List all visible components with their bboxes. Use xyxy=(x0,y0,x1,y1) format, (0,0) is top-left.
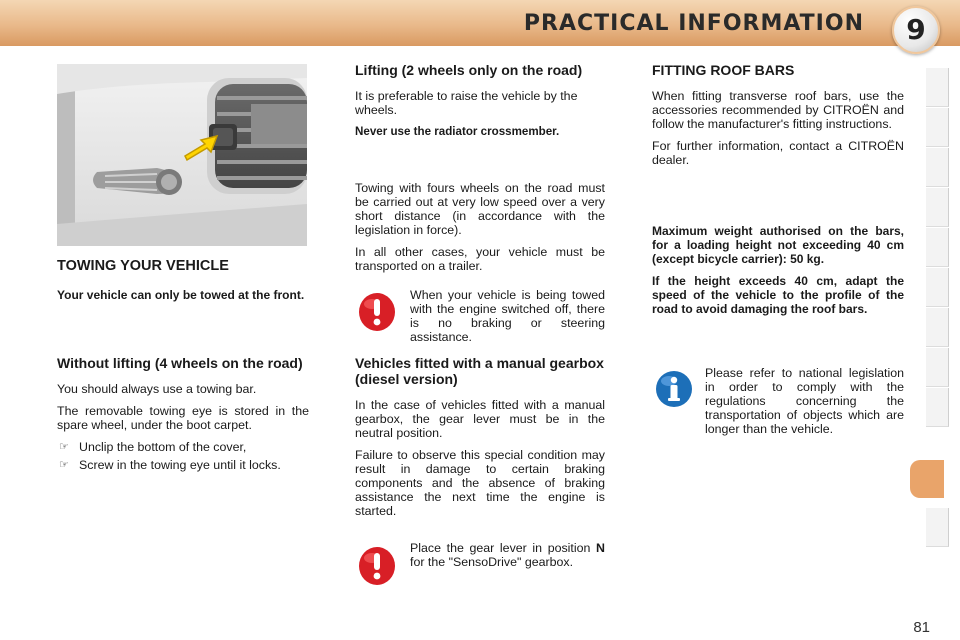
section-heading-roof-bars: FITTING ROOF BARS xyxy=(652,62,795,78)
page-header xyxy=(0,0,960,46)
gear-position-n: N xyxy=(596,541,605,555)
radiator-warning-text: Never use the radiator crossmember. xyxy=(355,125,560,138)
chapter-tab[interactable] xyxy=(926,268,949,307)
chapter-tab[interactable] xyxy=(926,108,949,147)
low-speed-text: Towing with fours wheels on the road must be carried out at very low speed over a very short distance (in accordance with the legislation in force). xyxy=(355,181,605,237)
step-text: Screw in the towing eye until it locks. xyxy=(79,458,281,472)
trailer-text: In all other cases, your vehicle must be transported on a trailer. xyxy=(355,245,605,273)
info-icon xyxy=(655,370,693,408)
page-number: 81 xyxy=(913,619,930,636)
middle-column-gearbox xyxy=(355,355,605,526)
towing-eye-storage-text: The removable towing eye is stored in the spare wheel, under the boot carpet. xyxy=(57,404,309,432)
neutral-position-text: In the case of vehicles fitted with a manual gearbox, the gear lever must be in the neutral position. xyxy=(355,398,605,440)
chapter-tab[interactable] xyxy=(926,148,949,187)
warning-text-start: Place the gear lever in position xyxy=(410,541,597,555)
right-column-weight xyxy=(652,224,904,324)
subheading-manual-gearbox: Vehicles fitted with a manual gearbox (diesel version) xyxy=(355,355,604,387)
failure-text: Failure to observe this special condition may result in damage to certain braking components and the absence of braking assistance the next time the engine is started. xyxy=(355,448,605,518)
warning-icon xyxy=(358,292,396,332)
list-item xyxy=(57,440,309,454)
list-item xyxy=(57,458,309,472)
info-text: Please refer to national legislation in order to comply with the regulations concerning the transportation of objects which are longer than the vehicle. xyxy=(705,366,904,436)
left-column-lower xyxy=(57,355,309,476)
towing-steps-list xyxy=(57,440,309,472)
lifting-text: It is preferable to raise the vehicle by the wheels. xyxy=(355,89,578,117)
pointing-hand-icon: ☞ xyxy=(59,459,69,471)
height-warning-text: If the height exceeds 40 cm, adapt the speed of the vehicle to the profile of the road to avoid damaging the roof bars. xyxy=(652,274,904,316)
middle-column-towing xyxy=(355,181,605,281)
max-weight-text: Maximum weight authorised on the bars, for a loading height not exceeding 40 cm (except bicycle carrier): 50 kg. xyxy=(652,224,904,266)
section-heading-towing: TOWING YOUR VEHICLE xyxy=(57,258,229,274)
chapter-tabs xyxy=(926,68,948,574)
middle-column xyxy=(355,62,605,147)
warning-text xyxy=(410,541,605,569)
subheading-lifting: Lifting (2 wheels only on the road) xyxy=(355,62,583,78)
roof-bars-text: When fitting transverse roof bars, use the accessories recommended by CITROËN and follow the manufacturer's fitting instructions. xyxy=(652,89,904,131)
warning-box-assistance xyxy=(410,288,605,352)
towing-notice: Your vehicle can only be towed at the front. xyxy=(57,288,305,302)
towing-eye-photo xyxy=(57,64,307,246)
subheading-without-lifting: Without lifting (4 wheels on the road) xyxy=(57,355,303,371)
step-text: Unclip the bottom of the cover, xyxy=(79,440,247,454)
right-column xyxy=(652,62,904,175)
page-title: PRACTICAL INFORMATION xyxy=(523,11,864,36)
chapter-badge: 9 xyxy=(892,6,940,54)
chapter-tab[interactable] xyxy=(926,348,949,387)
warning-text-end: for the "SensoDrive" gearbox. xyxy=(410,555,574,569)
dealer-contact-text: For further information, contact a CITROËN dealer. xyxy=(652,139,904,167)
chapter-tab[interactable] xyxy=(926,228,949,267)
chapter-tab[interactable] xyxy=(926,308,949,347)
info-box-legislation xyxy=(705,366,904,444)
left-column xyxy=(57,258,309,310)
warning-icon xyxy=(358,546,396,586)
warning-text: When your vehicle is being towed with the engine switched off, there is no braking or steering assistance. xyxy=(410,288,605,344)
warning-box-gear-lever xyxy=(410,541,605,577)
pointing-hand-icon: ☞ xyxy=(59,441,69,453)
chapter-tab[interactable] xyxy=(926,188,949,227)
chapter-tab[interactable] xyxy=(926,508,949,547)
chapter-tab[interactable] xyxy=(926,388,949,427)
towing-bar-text: You should always use a towing bar. xyxy=(57,382,257,396)
chapter-tab-active[interactable] xyxy=(910,460,944,498)
chapter-tab[interactable] xyxy=(926,68,949,107)
